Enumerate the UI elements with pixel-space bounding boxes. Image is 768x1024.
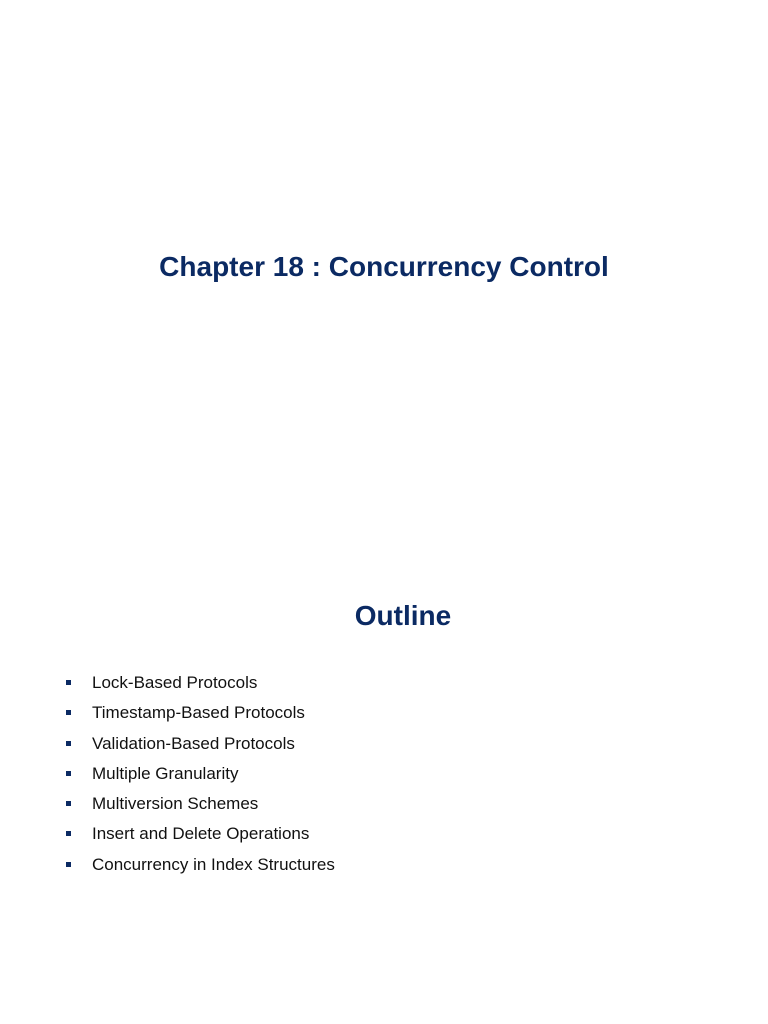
square-bullet-icon — [66, 741, 71, 746]
square-bullet-icon — [66, 862, 71, 867]
outline-item — [0, 762, 768, 792]
square-bullet-icon — [66, 710, 71, 715]
square-bullet-icon — [66, 680, 71, 685]
outline-title: Outline — [354, 600, 452, 631]
outline-item-text: Concurrency in Index Structures — [92, 854, 335, 874]
outline-item — [0, 732, 768, 762]
outline-item-text: Insert and Delete Operations — [92, 824, 310, 844]
outline-item — [0, 701, 768, 731]
slide-outline — [0, 512, 768, 1024]
square-bullet-icon — [66, 831, 71, 836]
square-bullet-icon — [66, 801, 71, 806]
outline-item — [0, 792, 768, 822]
square-bullet-icon — [66, 771, 71, 776]
outline-item-text: Validation-Based Protocols — [92, 733, 295, 753]
outline-item — [0, 671, 768, 701]
outline-item-text: Multiversion Schemes — [92, 794, 259, 814]
chapter-title: Chapter 18 : Concurrency Control — [159, 251, 609, 282]
outline-item — [0, 822, 768, 852]
outline-item-text: Timestamp-Based Protocols — [92, 703, 305, 723]
outline-list — [0, 671, 768, 883]
outline-item-text: Multiple Granularity — [92, 763, 239, 783]
outline-item — [0, 853, 768, 883]
outline-item-text: Lock-Based Protocols — [92, 673, 258, 692]
